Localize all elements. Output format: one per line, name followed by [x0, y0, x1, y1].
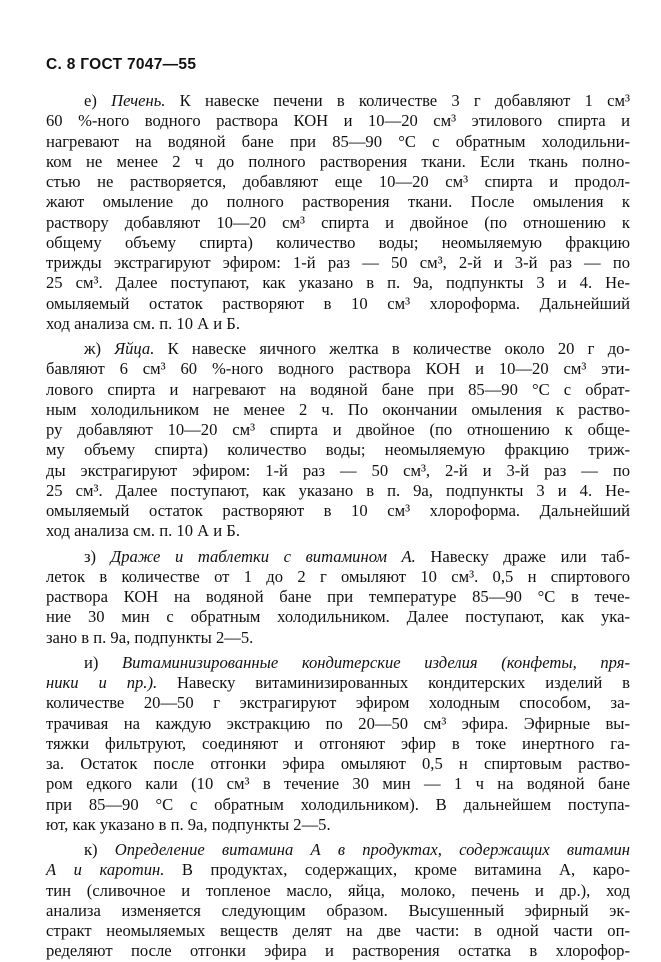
- text-line: е) Печень. К навеске печени в количестве 3 г добавляют 1 см³: [84, 91, 630, 110]
- text-line: трачивая на каждую экстракцию по 20—50 см³ эфира. Эфирные вы-: [46, 713, 630, 733]
- section-i-confectionery: [46, 653, 630, 835]
- text-line: ды экстрагируют эфиром: 1-й раз — 50 см³, 2-й и 3-й раз — по: [46, 460, 630, 480]
- section-title-continued: ники и пр.).: [46, 673, 158, 692]
- text-line: нагревают на водяной бане при 85—90 °С с обратным холодильни-: [46, 131, 630, 151]
- section-zh-eggs: [46, 339, 630, 542]
- text-line: ют, как указано в п. 9а, подпункты 2—5.: [46, 814, 331, 834]
- text-line: ники и пр.). Навеску витаминизированных кондитерских изделий в: [46, 673, 630, 692]
- document-body: [46, 91, 630, 962]
- section-title: Витаминизированные кондитерские изделия (конфеты, пря-: [122, 652, 630, 672]
- text-line: ние 30 мин с обратным холодильником. Далее поступают, как ука-: [46, 607, 630, 627]
- text-line: з) Драже и таблетки с витамином А. Навеску драже или таб-: [84, 546, 630, 566]
- text-line: ром едкого кали (10 см³ в течение 30 мин — 1 ч на водяной бане: [46, 774, 630, 794]
- text-line: раствора КОН на водяной бане при температуре 85—90 °С в тече-: [46, 587, 630, 606]
- text-line: ход анализа см. п. 10 А и Б.: [46, 313, 240, 333]
- section-title: Печень.: [111, 91, 166, 110]
- text-line: лового спирта и нагревают на водяной бане при 85—90 °С с обрат-: [46, 379, 630, 399]
- section-z-dragee: [46, 547, 630, 648]
- text-line: тяжки фильтруют, соединяют и отгоняют эфир в токе инертного га-: [46, 733, 630, 753]
- text-line: общему объему спирта) количество воды; неомыляемую фракцию: [46, 232, 630, 252]
- text-line: при 85—90 °С с обратным холодильником). В дальнейшем поступа-: [46, 794, 630, 814]
- section-title: Драже и таблетки с витамином А.: [110, 546, 416, 566]
- text-line: леток в количестве от 1 до 2 г омыляют 10 см³. 0,5 н спиртового: [46, 566, 630, 586]
- text-line: бавляют 6 см³ 60 %-ного водного раствора КОН и 10—20 см³ эти-: [46, 359, 630, 379]
- section-title: Яйца.: [114, 339, 155, 358]
- text-line: 25 см³. Далее поступают, как указано в п. 9а, подпункты 3 и 4. Не-: [46, 273, 630, 293]
- section-e-liver: [46, 91, 630, 334]
- page-header: С. 8 ГОСТ 7047—55: [46, 56, 197, 73]
- text-line: ж) Яйца. К навеске яичного желтка в количестве около 20 г до-: [84, 339, 630, 358]
- text-line: количестве 20—50 г экстрагируют эфиром холодным способом, за-: [46, 693, 630, 713]
- text-line: ком не менее 2 ч до полного растворения ткани. Если ткань полно-: [46, 151, 630, 171]
- text-line: стью не растворяется, добавляют еще 10—20 см³ спирта и продол-: [46, 172, 630, 191]
- text-line: к) Определение витамина А в продуктах, содержащих витамин: [84, 840, 630, 859]
- text-line: раствору добавляют 10—20 см³ спирта и двойное (по отношению к: [46, 212, 630, 232]
- text-line: 60 %-ного водного раствора КОН и 10—20 см³ этилового спирта и: [46, 111, 630, 131]
- text-line: анализа изменяется следующим образом. Высушенный эфирный эк-: [46, 900, 630, 920]
- text-line: зано в п. 9а, подпункты 2—5.: [46, 627, 254, 647]
- section-title: Определение витамина А в продуктах, содержащих витамин: [114, 840, 630, 859]
- text-line: ределяют после отгонки эфира и растворения остатка в хлорофор-: [46, 941, 630, 961]
- text-line: 25 см³. Далее поступают, как указано в п. 9а, подпункты 3 и 4. Не-: [46, 480, 630, 500]
- text-line: за. Остаток после отгонки эфира омыляют 0,5 н спиртовым раство-: [46, 754, 630, 773]
- text-line: омыляемый остаток растворяют в 10 см³ хлороформа. Дальнейший: [46, 501, 630, 520]
- text-line: жают омыление до полного растворения ткани. После омыления к: [46, 192, 630, 212]
- text-line: тин (сливочное и топленое масло, яйца, молоко, печень и др.), ход: [46, 880, 630, 900]
- text-line: ход анализа см. п. 10 А и Б.: [46, 521, 240, 541]
- section-k-vitamin-a-carotene: [46, 840, 630, 962]
- text-line: омыляемый остаток растворяют в 10 см³ хлороформа. Дальнейший: [46, 293, 630, 313]
- section-title-continued: А и каротин.: [46, 860, 165, 880]
- text-line: А и каротин. В продуктах, содержащих, кроме витамина А, каро-: [46, 860, 630, 880]
- text-line: стракт неомыляемых веществ делят на две части: в одной части оп-: [46, 921, 630, 940]
- text-line: ру добавляют 10—20 см³ спирта и двойное (по отношению к обще-: [46, 420, 630, 439]
- text-line: трижды экстрагируют эфиром: 1-й раз — 50 см³, 2-й и 3-й раз — по: [46, 253, 630, 272]
- text-line: ным холодильником не менее 2 ч. По окончании омыления к раство-: [46, 399, 630, 419]
- text-line: и) Витаминизированные кондитерские изделия (конфеты, пря-: [84, 652, 630, 672]
- text-line: му объему спирта) количество воды; неомыляемую фракцию триж-: [46, 440, 630, 460]
